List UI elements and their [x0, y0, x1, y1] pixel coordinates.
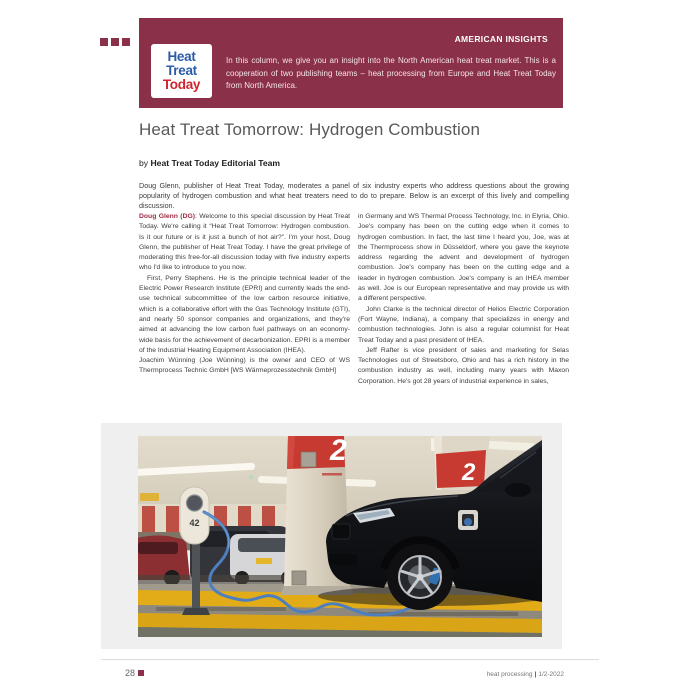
- pillar-right: [434, 436, 490, 490]
- charger-number: 42: [189, 518, 200, 528]
- pillar-number: 2: [462, 459, 476, 486]
- footer-rule: [101, 659, 599, 660]
- wall-sign: [140, 493, 159, 501]
- article-lede: Doug Glenn, publisher of Heat Treat Today, moderates a panel of six industry experts who address questions about the growing popularity of hydrogen combustion and what heat treaters need to do to prepare. Below is an excerpt of this lively and compelling discussion.: [139, 181, 569, 210]
- byline-prefix: by: [139, 158, 151, 168]
- deco-square: [100, 38, 108, 46]
- deco-square: [122, 38, 130, 46]
- paragraph: John Clarke is the technical director of Helios Electric Corporation (Fort Wayne, Indiana), a company that specializes in energy and combustion technologies. John is also a regular columnist for Heat Treat Today and a past president of IHEA.: [358, 305, 569, 344]
- grille: [332, 524, 350, 539]
- section-tag: AMERICAN INSIGHTS: [454, 34, 548, 44]
- ceiling-lamp: [249, 475, 253, 479]
- garage-scene: [138, 436, 542, 637]
- charge-port: [458, 510, 478, 530]
- speaker-name: Doug Glenn (DG): [139, 213, 196, 220]
- logo-line: Treat: [166, 63, 197, 78]
- column-header-banner: [139, 18, 563, 108]
- footer-page-number: [125, 668, 144, 678]
- ev-charging-photo: [138, 436, 542, 637]
- charger-pole: [192, 540, 200, 610]
- footer-journal-info: [464, 671, 564, 678]
- byline-author: Heat Treat Today Editorial Team: [150, 158, 281, 168]
- body-column-right: [358, 212, 569, 387]
- article-body: [139, 212, 569, 387]
- pillar-number: 2: [330, 436, 347, 467]
- charger-base: [182, 608, 210, 615]
- paragraph: First, Perry Stephens. He is the principle technical leader of the Electric Power Research Institute (EPRI) and currently leads the end-use technical subcommittee of the low carbon resource initiative, which is a collaborative effort with the Gas Technology Institute (GTI), and nearly 50 sponsor companies and organizations, and they're aimed at advancing the low carbon fuel pathways on an economy-wide basis for the achievement of decarbonization. EPRI is a member of the Industrial Heating Equipment Association (IHEA).: [139, 274, 350, 354]
- paragraph: [139, 212, 350, 274]
- body-column-left: [139, 212, 350, 387]
- deco-square: [111, 38, 119, 46]
- journal-name: heat processing: [486, 671, 533, 678]
- article-title: Heat Treat Tomorrow: Hydrogen Combustion: [139, 120, 481, 139]
- paragraph: in Germany and WS Thermal Process Technology, Inc. in Elyria, Ohio. Joe's company has been on the cutting edge when it comes to hydrogen combustion. In fact, the last time I heard you, Joe, was at the Thermprocess show in Düsseldorf, where you gave the keynote address regarding the advent and development of hydrogen combustion. Joe's company has been on the cutting edge and a leader in hydrogen combustion. Joe's company is an IHEA member as well. Joe is our European representative and may provide us with a different perspective.: [358, 213, 569, 303]
- column-intro-text: In this column, we give you an insight into the North American heat treat market. This is a cooperation of two publishing teams – heat processing from Europe and Heat Treat Today from North America.: [226, 56, 556, 91]
- front-wheel: [387, 544, 453, 610]
- footer-separator: |: [534, 671, 537, 678]
- page-number: 28: [125, 668, 136, 678]
- byline: [139, 158, 280, 168]
- lower-intake: [329, 554, 357, 565]
- paragraph-text: : Welcome to this special discussion by Heat Treat Today. We're calling it “Heat Treat Tomorrow: Hydrogen combustion. Is it our future or is it just a bunch of hot air?”. I'm your host, Doug Glenn, the publisher of Heat Treat Today. I have the great privilege of moderating this free-for-all discussion today with five industry experts who I'd like to introduce to you now.: [139, 213, 350, 272]
- logo-line: Heat: [167, 49, 196, 64]
- heat-treat-today-logo: [151, 44, 212, 98]
- footer-square: [138, 670, 144, 676]
- paragraph: Jeff Rafter is vice president of sales and marketing for Selas Technologies out of Streetsboro, Ohio and has a rich history in the combustion industry as well, including many years with Maxon Corporation. He's got 28 years of industrial experience in sales,: [358, 346, 569, 385]
- paragraph: Joachim Wünning (Joe Wünning) is the owner and CEO of WS Thermprocess Technic GmbH [WS Wärmeprozesstechnik GmbH]: [139, 357, 350, 375]
- logo-line: Today: [162, 77, 201, 92]
- deco-squares: [100, 38, 130, 46]
- issue-number: 1/2-2022: [538, 671, 564, 678]
- side-mirror: [505, 483, 531, 497]
